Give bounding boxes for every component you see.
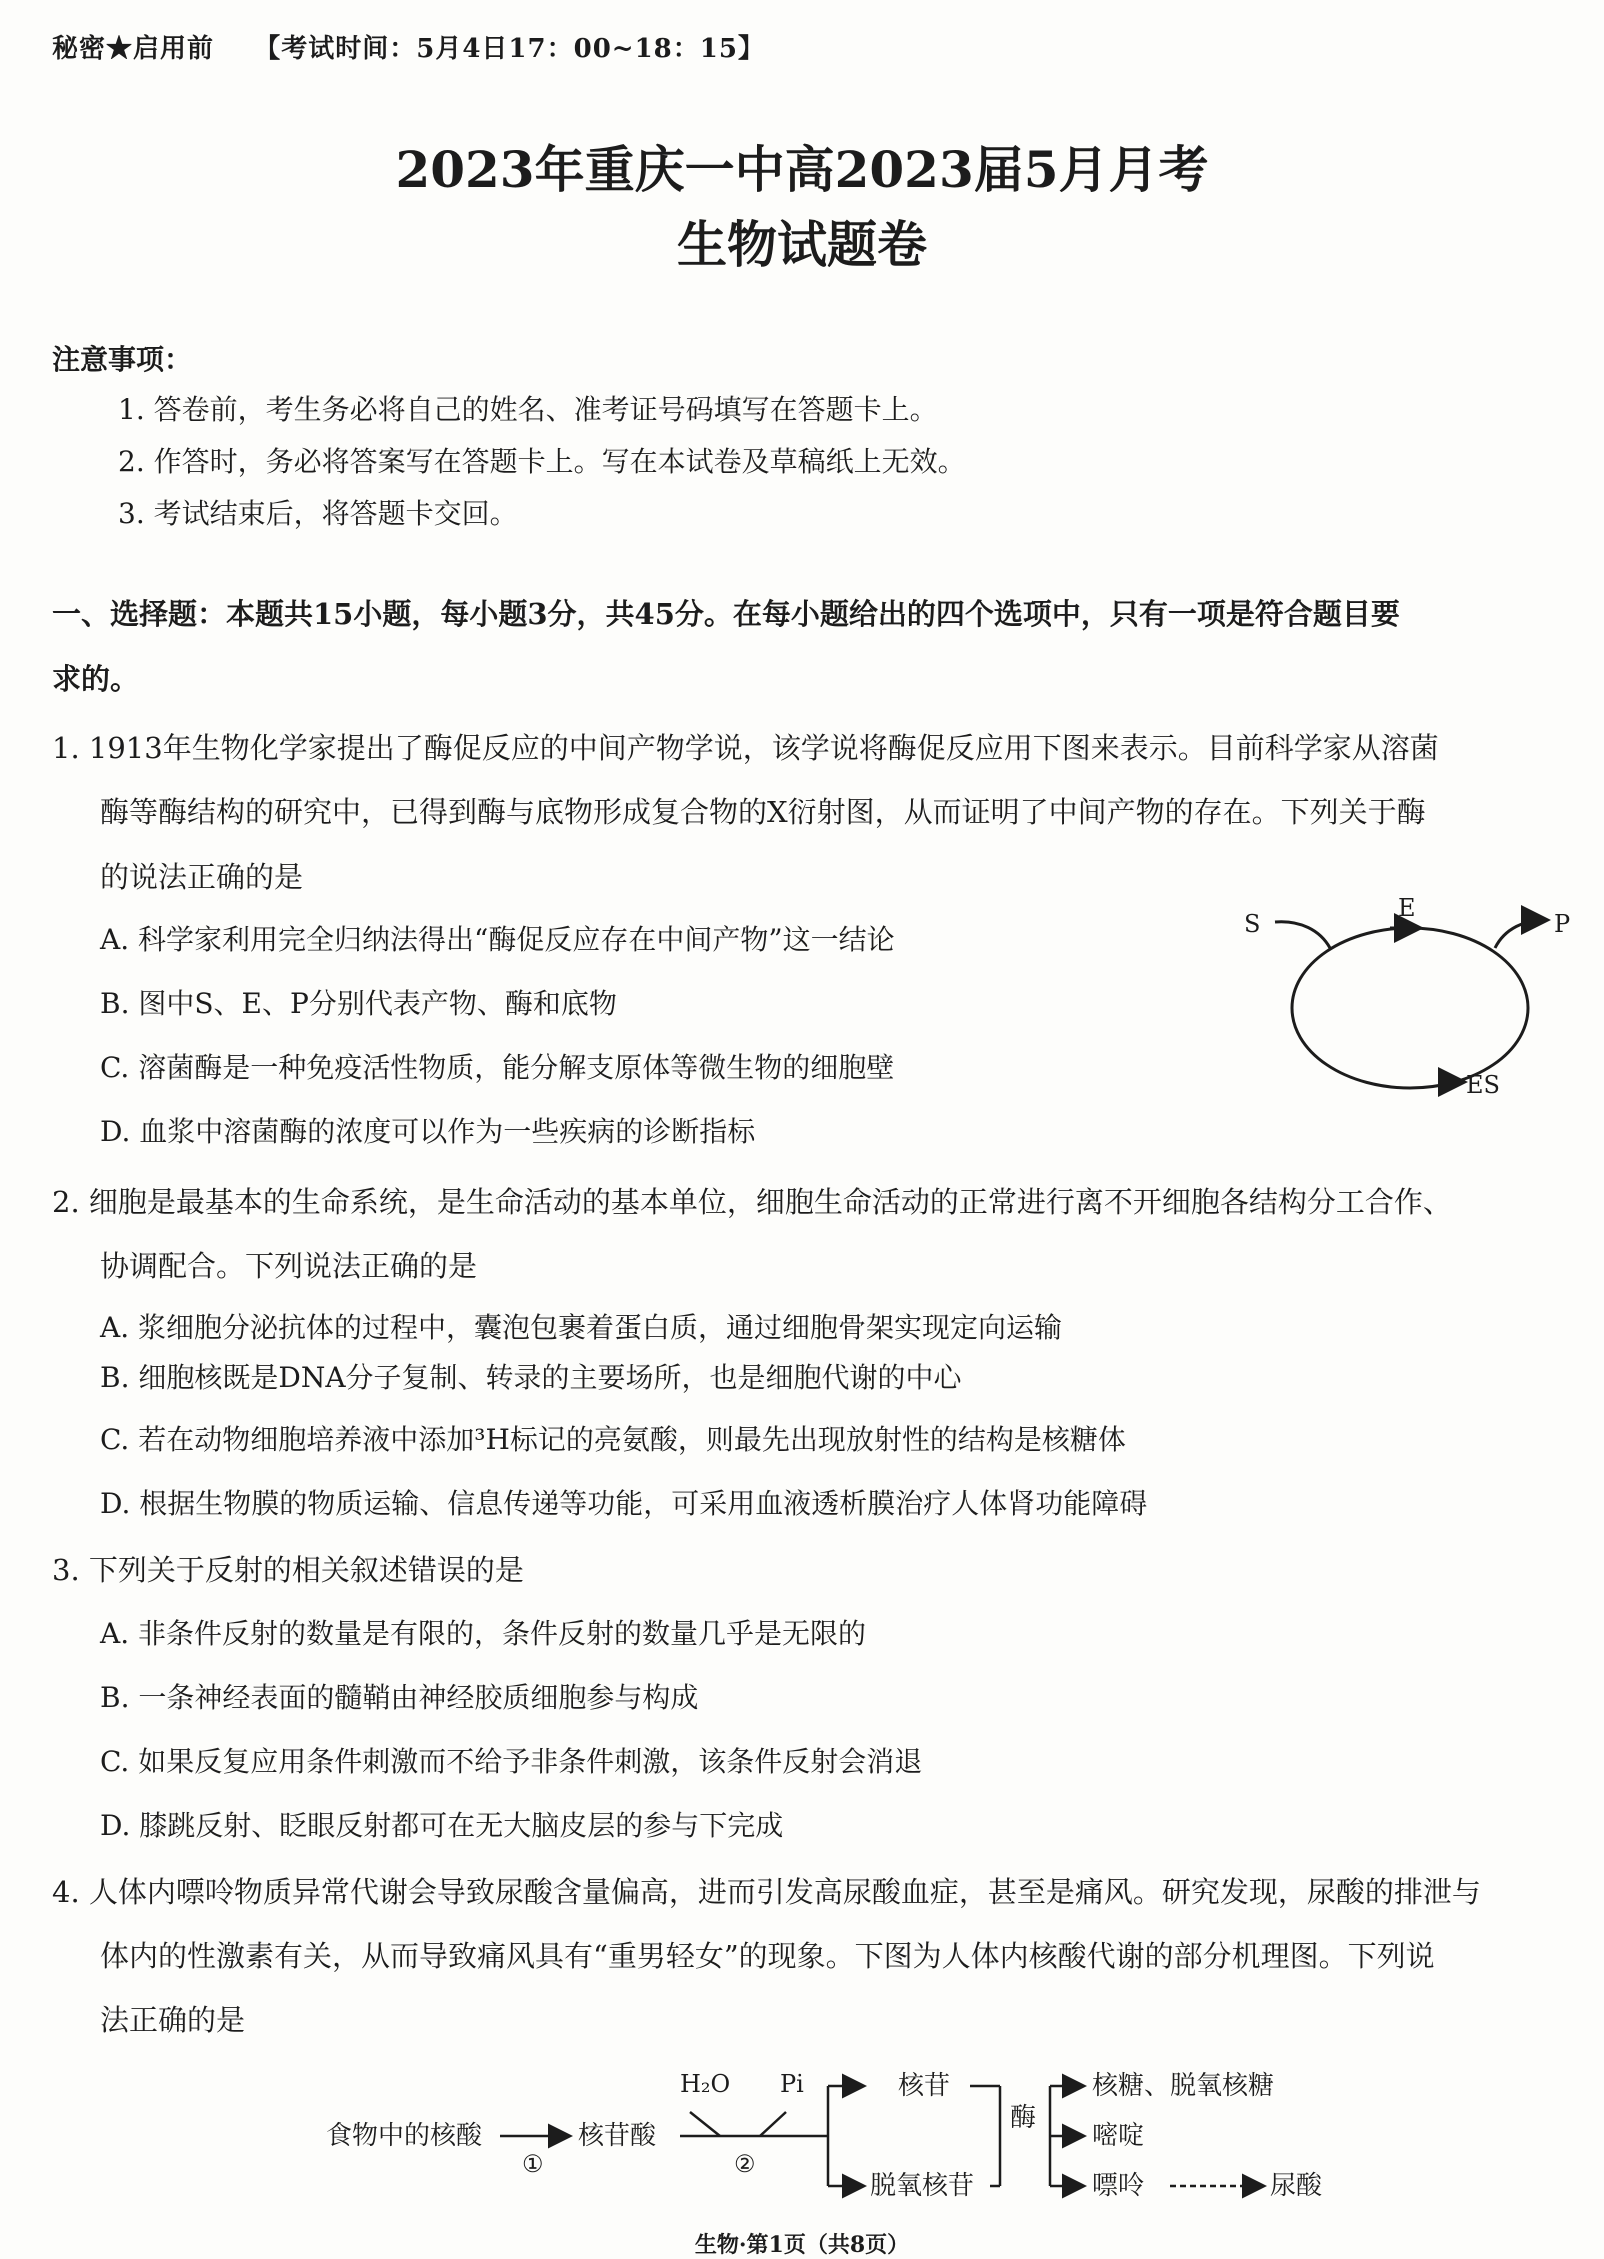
page-footer: 生物·第1页（共8页） [694, 2232, 910, 2258]
nucleic-acid-metabolism-diagram [0, 2050, 1604, 2220]
question-1-stem-cont: 酶等酶结构的研究中，已得到酶与底物形成复合物的X衍射图，从而证明了中间产物的存在。下列关于酶 [100, 795, 1426, 829]
label-h2o: H₂O [680, 2070, 731, 2098]
pi-line [760, 2112, 786, 2136]
note-item: 1. 答卷前，考生务必将自己的姓名、准考证号码填写在答题卡上。 [118, 393, 938, 426]
label-purine: 嘌呤 [1092, 2171, 1145, 2201]
question-2-option-d: D. 根据生物膜的物质运输、信息传递等功能，可采用血液透析膜治疗人体肾功能障碍 [100, 1487, 1148, 1520]
question-3-option-a: A. 非条件反射的数量是有限的，条件反射的数量几乎是无限的 [100, 1617, 867, 1650]
question-3-stem: 3. 下列关于反射的相关叙述错误的是 [52, 1553, 524, 1587]
label-deoxynucleoside: 脱氧核苷 [870, 2171, 975, 2201]
question-2-option-a: A. 浆细胞分泌抗体的过程中，囊泡包裹着蛋白质，通过细胞骨架实现定向运输 [100, 1311, 1063, 1344]
question-1-option-b: B. 图中S、E、P分别代表产物、酶和底物 [100, 987, 617, 1020]
label-uric-acid: 尿酸 [1270, 2171, 1323, 2201]
cycle-circle [1292, 928, 1528, 1088]
question-2-stem-cont: 协调配合。下列说法正确的是 [100, 1249, 478, 1283]
label-sugars: 核糖、脱氧核糖 [1092, 2071, 1275, 2101]
question-1-stem: 1. 1913年生物化学家提出了酶促反应的中间产物学说，该学说将酶促反应用下图来表示。目前科学家从溶菌 [52, 731, 1439, 765]
label-s: S [1244, 910, 1261, 938]
label-enzyme: 酶 [1010, 2103, 1037, 2133]
question-4-stem: 4. 人体内嘌呤物质异常代谢会导致尿酸含量偏高，进而引发高尿酸血症，甚至是痛风。研究发现，尿酸的排泄与 [52, 1875, 1481, 1909]
question-3-option-b: B. 一条神经表面的髓鞘由神经胶质细胞参与构成 [100, 1681, 699, 1714]
page-title: 2023年重庆一中高2023届5月月考 [395, 140, 1209, 199]
secret-label: 秘密★启用前 [52, 34, 215, 64]
question-1-option-c: C. 溶菌酶是一种免疫活性物质，能分解支原体等微生物的细胞壁 [100, 1051, 895, 1084]
section-heading: 一、选择题：本题共15小题，每小题3分，共45分。在每小题给出的四个选项中，只有一项是符合题目要 [52, 597, 1400, 631]
question-2-option-b: B. 细胞核既是DNA分子复制、转录的主要场所，也是细胞代谢的中心 [100, 1361, 962, 1394]
question-3-option-c: C. 如果反复应用条件刺激而不给予非条件刺激，该条件反射会消退 [100, 1745, 923, 1778]
section-heading-cont: 求的。 [52, 662, 140, 696]
label-pi: Pi [780, 2070, 804, 2098]
h2o-line [690, 2112, 720, 2136]
question-1-stem-cont: 的说法正确的是 [100, 860, 304, 894]
question-2-stem: 2. 细胞是最基本的生命系统，是生命活动的基本单位，细胞生命活动的正常进行离不开细胞各结构分工合作、 [52, 1185, 1452, 1219]
label-nucleoside: 核苷 [898, 2071, 951, 2101]
substrate-arrow [1275, 922, 1330, 948]
page-subtitle: 生物试题卷 [677, 215, 927, 274]
enzyme-cycle-diagram [1240, 890, 1580, 1100]
note-item: 2. 作答时，务必将答案写在答题卡上。写在本试卷及草稿纸上无效。 [118, 445, 966, 478]
exam-time: 【考试时间：5月4日17：00~18：15】 [254, 34, 765, 64]
question-4-stem-cont: 法正确的是 [100, 2003, 246, 2037]
question-2-option-c: C. 若在动物细胞培养液中添加³H标记的亮氨酸，则最先出现放射性的结构是核糖体 [100, 1423, 1126, 1456]
label-food-nucleic-acid: 食物中的核酸 [326, 2121, 483, 2151]
product-arrow [1495, 920, 1545, 948]
label-step2: ② [734, 2150, 756, 2178]
note-item: 3. 考试结束后，将答题卡交回。 [118, 497, 518, 530]
label-pyrimidine: 嘧啶 [1092, 2121, 1145, 2151]
label-nucleotide: 核苷酸 [578, 2121, 657, 2151]
label-es: ES [1466, 1071, 1500, 1099]
label-p: P [1554, 910, 1571, 938]
notes-heading: 注意事项： [52, 343, 193, 376]
header-line [52, 28, 765, 65]
label-e: E [1398, 894, 1416, 922]
label-step1: ① [522, 2150, 544, 2178]
question-1-option-a: A. 科学家利用完全归纳法得出“酶促反应存在中间产物”这一结论 [100, 923, 895, 956]
question-4-stem-cont: 体内的性激素有关，从而导致痛风具有“重男轻女”的现象。下图为人体内核酸代谢的部分机理图。下列说 [100, 1939, 1435, 1973]
question-3-option-d: D. 膝跳反射、眨眼反射都可在无大脑皮层的参与下完成 [100, 1809, 784, 1842]
question-1-option-d: D. 血浆中溶菌酶的浓度可以作为一些疾病的诊断指标 [100, 1115, 756, 1148]
